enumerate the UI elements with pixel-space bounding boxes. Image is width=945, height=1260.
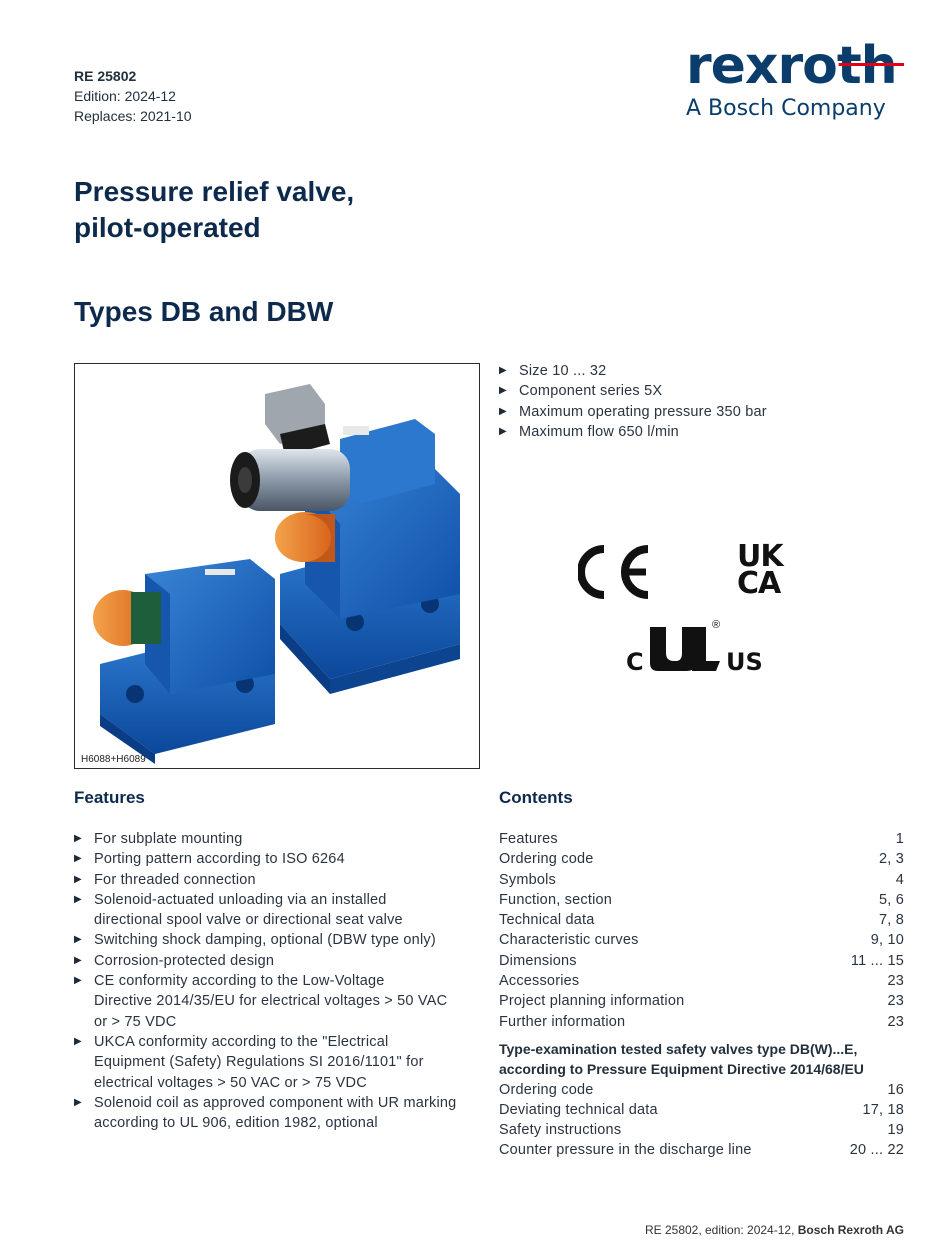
toc-row[interactable]: Further information 23 <box>499 1013 904 1030</box>
table-of-contents <box>499 829 904 1161</box>
ul-registered: ® <box>712 619 721 631</box>
document-number: RE 25802 <box>74 68 137 84</box>
page-subtitle: Types DB and DBW <box>74 296 334 327</box>
feature-item: ▶ Corrosion-protected design <box>74 951 486 971</box>
title-line-1: Pressure relief valve, <box>74 176 355 207</box>
logo-wordmark <box>686 38 908 94</box>
feature-item: ▶ UKCA conformity according to the "Electrical Equipment (Safety) Regulations SI 2016/1101" for electrical voltages > 50 VAC or > 75 VDC <box>74 1032 486 1093</box>
toc-row[interactable]: Project planning information 23 <box>499 993 904 1010</box>
toc-row[interactable]: Features 1 <box>499 831 904 847</box>
logo-tagline: A Bosch Company <box>686 96 886 121</box>
feature-item: ▶ For subplate mounting <box>74 829 486 849</box>
feature-item: ▶ CE conformity according to the Low-Voltage Directive 2014/35/EU for electrical voltages > 50 VAC or > 75 VDC <box>74 971 486 1032</box>
rexroth-logo <box>686 38 908 121</box>
footer-company: Bosch Rexroth AG <box>797 1223 904 1237</box>
toc-row[interactable]: Technical data 7, 8 <box>499 912 904 929</box>
ukca-mark <box>737 539 783 601</box>
feature-item: ▶ For threaded connection <box>74 870 486 890</box>
document-meta <box>74 66 192 126</box>
toc-subheading: Type-examination tested safety valves type DB(W)...E, according to Pressure Equipment Directive 2014/68/EU <box>499 1040 864 1077</box>
ul-us-letters: US <box>726 648 763 676</box>
ukca-bottom: CA <box>737 566 781 601</box>
replaces-date: Replaces: 2021-10 <box>74 108 192 124</box>
feature-item: ▶ Solenoid coil as approved component with UR marking according to UL 906, edition 1982, optional <box>74 1093 486 1134</box>
toc-row[interactable]: Characteristic curves 9, 10 <box>499 932 904 949</box>
features-list <box>74 829 486 1133</box>
photo-code: H6088+H6089 <box>81 754 146 765</box>
spec-item: ▶ Maximum operating pressure 350 bar <box>499 402 919 422</box>
toc-row[interactable]: Dimensions 11 ... 15 <box>499 952 904 969</box>
features-heading: Features <box>74 788 145 807</box>
spec-list <box>499 361 919 442</box>
toc-row[interactable]: Symbols 4 <box>499 871 904 888</box>
toc-row[interactable]: Counter pressure in the discharge line 20 ... 22 <box>499 1142 904 1159</box>
feature-item: ▶ Solenoid-actuated unloading via an installed directional spool valve or directional seat valve <box>74 890 486 931</box>
toc-row[interactable]: Ordering code 2, 3 <box>499 851 904 868</box>
feature-item: ▶ Switching shock damping, optional (DBW type only) <box>74 930 486 950</box>
ce-mark-icon <box>578 545 654 599</box>
toc-row[interactable]: Ordering code 16 <box>499 1081 904 1098</box>
spec-item: ▶ Maximum flow 650 l/min <box>499 422 919 442</box>
product-photo <box>74 363 480 769</box>
contents-heading: Contents <box>499 788 573 807</box>
footer-text: RE 25802, edition: 2024-12, <box>644 1223 798 1237</box>
logo-brand: rexroth <box>686 36 897 96</box>
spec-item: ▶ Component series 5X <box>499 381 919 401</box>
spec-item: ▶ Size 10 ... 32 <box>499 361 919 381</box>
toc-row[interactable]: Accessories 23 <box>499 973 904 990</box>
toc-row[interactable]: Deviating technical data 17, 18 <box>499 1101 904 1118</box>
feature-item: ▶ Porting pattern according to ISO 6264 <box>74 849 486 869</box>
toc-row[interactable]: Safety instructions 19 <box>499 1122 904 1139</box>
edition-date: Edition: 2024-12 <box>74 88 176 104</box>
ul-c-letter: C <box>626 648 644 676</box>
ukca-top: UK <box>737 539 783 574</box>
title-line-2: pilot-operated <box>74 212 261 243</box>
page-footer <box>645 1223 904 1237</box>
valve-illustration <box>75 364 479 768</box>
page-title <box>74 174 354 246</box>
toc-row[interactable]: Function, section 5, 6 <box>499 891 904 908</box>
ul-logo-icon <box>642 621 722 673</box>
ul-mark <box>626 621 766 677</box>
